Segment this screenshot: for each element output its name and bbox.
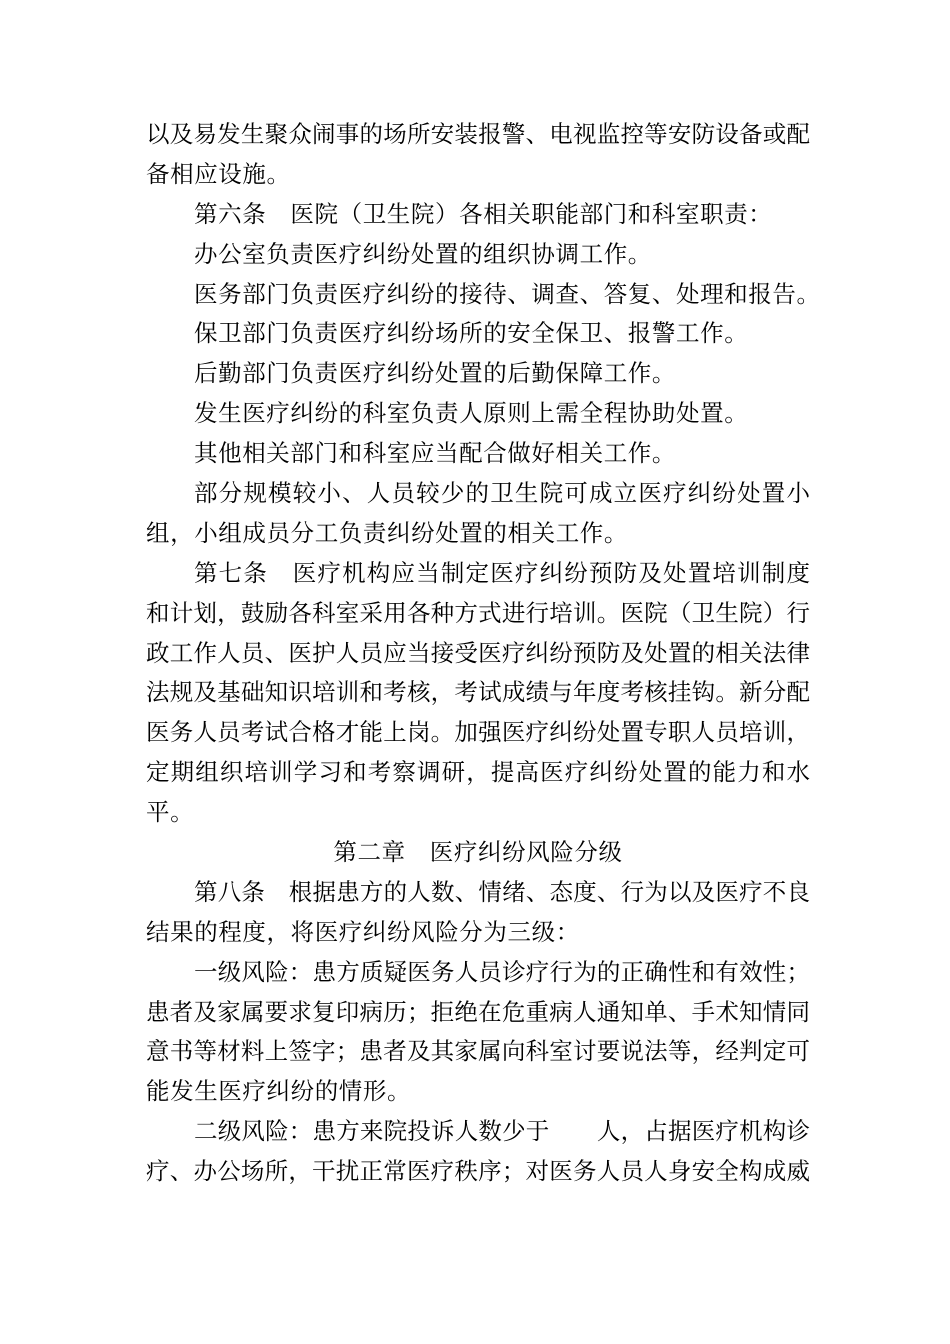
text-line: 以及易发生聚众闹事的场所安装报警、电视监控等安防设备或配 <box>146 120 810 148</box>
text-line: 部分规模较小、人员较少的卫生院可成立医疗纠纷处置小 <box>194 479 810 507</box>
text-line: 备相应设施。 <box>146 160 291 188</box>
text-line: 其他相关部门和科室应当配合做好相关工作。 <box>194 439 676 467</box>
text-line: 平。 <box>146 798 195 826</box>
article-heading: 第八条 根据患方的人数、情绪、态度、行为以及医疗不良 <box>194 878 810 906</box>
text-line: 二级风险：患方来院投诉人数少于 人，占据医疗机构诊 <box>194 1117 810 1145</box>
text-line: 后勤部门负责医疗纠纷处置的后勤保障工作。 <box>194 359 676 387</box>
text-line: 保卫部门负责医疗纠纷场所的安全保卫、报警工作。 <box>194 319 749 347</box>
text-line: 和计划，鼓励各科室采用各种方式进行培训。医院（卫生院）行 <box>146 599 810 627</box>
text-line: 医务部门负责医疗纠纷的接待、调查、答复、处理和报告。 <box>194 280 821 308</box>
text-line: 能发生医疗纠纷的情形。 <box>146 1077 412 1105</box>
text-line: 意书等材料上签字；患者及其家属向科室讨要说法等，经判定可 <box>146 1037 810 1065</box>
article-heading: 第六条 医院（卫生院）各相关职能部门和科室职责： <box>194 200 773 228</box>
text-line: 一级风险：患方质疑医务人员诊疗行为的正确性和有效性； <box>194 958 810 986</box>
text-line: 发生医疗纠纷的科室负责人原则上需全程协助处置。 <box>194 399 749 427</box>
text-line: 结果的程度，将医疗纠纷风险分为三级： <box>146 918 580 946</box>
text-line: 办公室负责医疗纠纷处置的组织协调工作。 <box>194 240 652 268</box>
text-line: 定期组织培训学习和考察调研，提高医疗纠纷处置的能力和水 <box>146 758 810 786</box>
text-line: 疗、办公场所，干扰正常医疗秩序；对医务人员人身安全构成威 <box>146 1157 810 1185</box>
text-line: 政工作人员、医护人员应当接受医疗纠纷预防及处置的相关法律 <box>146 639 810 667</box>
chapter-heading: 第二章 医疗纠纷风险分级 <box>333 838 623 866</box>
text-line: 组，小组成员分工负责纠纷处置的相关工作。 <box>146 519 628 547</box>
text-line: 法规及基础知识培训和考核，考试成绩与年度考核挂钩。新分配 <box>146 678 810 706</box>
article-heading: 第七条 医疗机构应当制定医疗纠纷预防及处置培训制度 <box>194 559 810 587</box>
text-line: 医务人员考试合格才能上岗。加强医疗纠纷处置专职人员培训， <box>146 718 810 746</box>
text-line: 患者及家属要求复印病历；拒绝在危重病人通知单、手术知情同 <box>146 998 810 1026</box>
